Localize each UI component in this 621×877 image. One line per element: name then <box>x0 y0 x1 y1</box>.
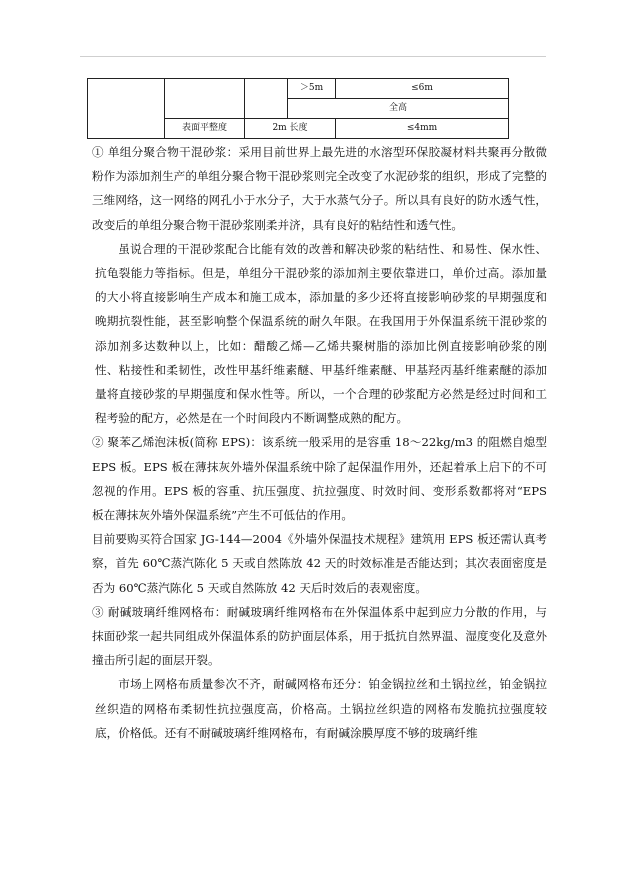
paragraph: 目前要购买符合国家 JG-144—2004《外墙外保温技术规程》建筑用 EPS 板还需认真考察，首先 60℃蒸汽陈化 5 天或自然陈放 42 天的时效标准是否能达到；其次表面密度是否为 60℃蒸汽陈化 5 天或自然陈放 42 天后时效后的表观密度。 <box>92 532 547 595</box>
table-cell: 全高 <box>288 99 509 119</box>
paragraph: 市场上网格布质量参次不齐，耐碱网格布还分：铂金锅拉丝和土锅拉丝，铂金锅拉丝织造的网格布柔韧性抗拉强度高，价格高。土锅拉丝织造的网格布发脆抗拉强度较底，价格低。还有不耐碱玻璃纤维网格布，有耐碱涂膜厚度不够的玻璃纤维 <box>95 677 547 740</box>
table-row <box>88 79 509 99</box>
table-cell: 表面平整度 <box>165 119 245 139</box>
table-cell-blank <box>245 79 288 119</box>
table-cell: ＞5m <box>288 79 336 99</box>
body-text <box>92 140 547 745</box>
spec-table <box>87 78 509 139</box>
paragraph: ② 聚苯乙烯泡沫板(简称 EPS)：该系统一般采用的是容重 18～22kg/m3 的阻燃自熄型 EPS 板。EPS 板在薄抹灰外墙外保温系统中除了起保温作用外，还起着承上启下的不可忽视的作用。EPS 板的容重、抗压强度、抗拉强度、时效时间、变形系数都将对“EPS 板在薄抹灰外墙外保温系统”产生不可低估的作用。 <box>92 435 547 523</box>
header-rule <box>80 56 546 57</box>
table-cell: ≤4mm <box>336 119 509 139</box>
table-cell-blank <box>165 79 245 119</box>
paragraph: ③ 耐碱玻璃纤维网格布：耐碱玻璃纤维网格布在外保温体系中起到应力分散的作用，与抹面砂浆一起共同组成外保温体系的防护面层体系，用于抵抗自然界温、湿度变化及意外撞击所引起的面层开裂。 <box>92 604 547 668</box>
table-cell: ≤6m <box>336 79 509 99</box>
paragraph: ① 单组分聚合物干混砂浆：采用目前世界上最先进的水溶型环保胶凝材料共聚再分散微粉作为添加剂生产的单组分聚合物干混砂浆则完全改变了水泥砂浆的组织，形成了完整的三维网络，这一网络的网孔小于水分子，大于水蒸气分子。所以具有良好的防水透气性，改变后的单组分聚合物干混砂浆刚柔并济，具有良好的粘结性和透气性。 <box>92 145 547 232</box>
paragraph: 虽说合理的干混砂浆配合比能有效的改善和解决砂浆的粘结性、和易性、保水性、抗龟裂能力等指标。但是，单组分干混砂浆的添加剂主要依靠进口，单价过高。添加量的大小将直接影响生产成本和施工成本，添加量的多少还将直接影响砂浆的早期强度和晚期抗裂性能，甚至影响整个保温系统的耐久年限。在我国用于外保温系统干混砂浆的添加剂多达数种以上，比如：醋酸乙烯—乙烯共聚树脂的添加比例直接影响砂浆的刚性、粘接性和柔韧性，改性甲基纤维素醚、甲基纤维素醚、甲基羟丙基纤维素醚的添加量将直接砂浆的早期强度和保水性等。所以，一个合理的砂浆配方必然是经过时间和工程考验的配方，必然是在一个时间段内不断调整成熟的配方。 <box>95 241 547 426</box>
table-cell: 2m 长度 <box>245 119 336 139</box>
table-cell-blank <box>88 79 165 139</box>
